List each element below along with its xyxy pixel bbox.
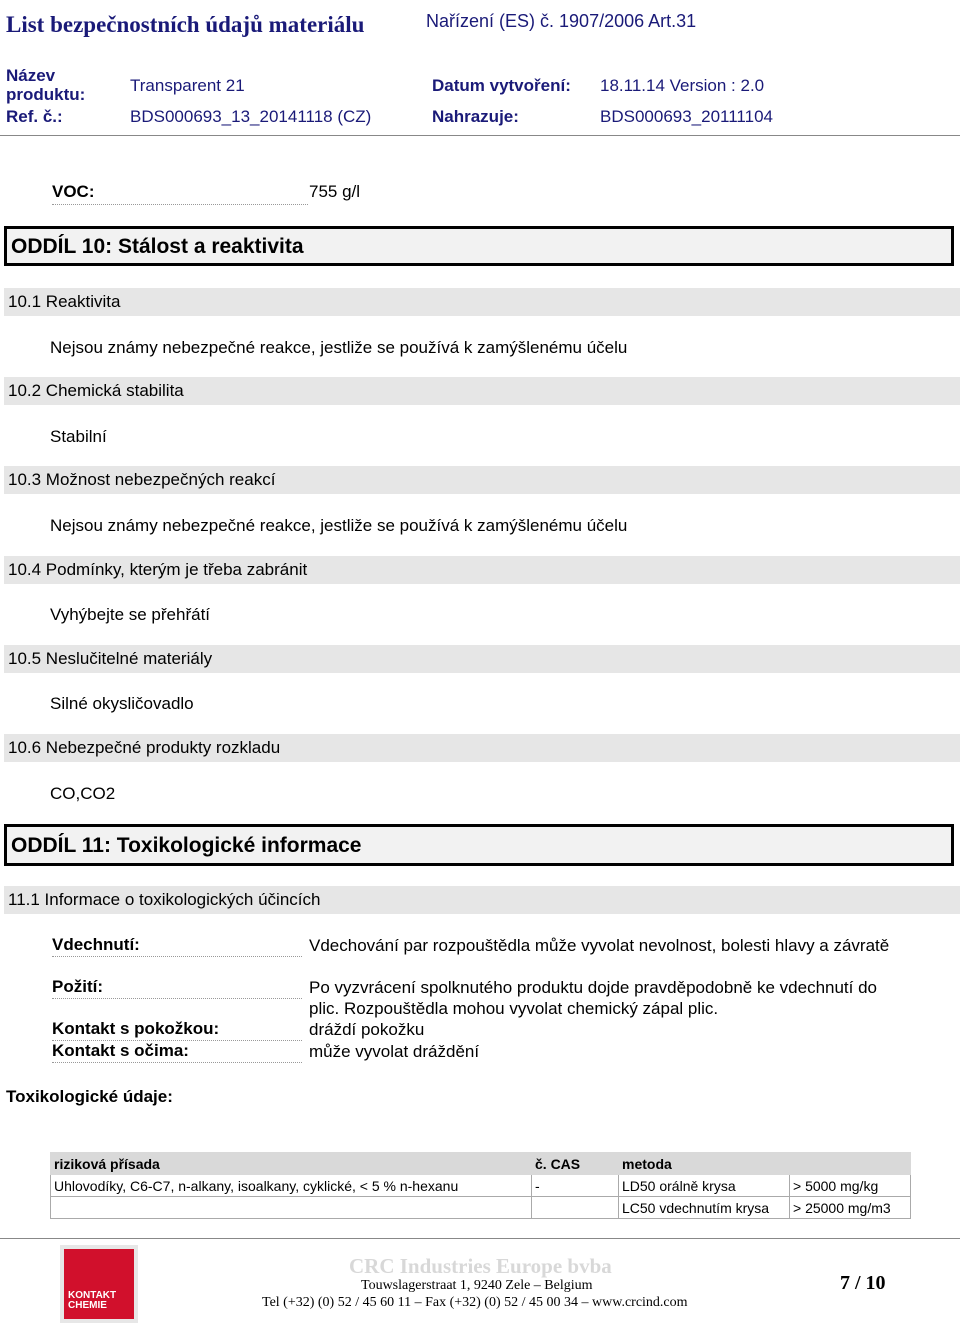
table-cell <box>51 1197 532 1219</box>
product-name-label: Název produktu: <box>6 66 86 104</box>
company-contact: Tel (+32) (0) 52 / 45 60 11 – Fax (+32) (0) 52 / 45 00 34 – www.crcind.com <box>262 1295 688 1310</box>
route-label: Kontakt s očima: <box>52 1041 302 1063</box>
subsection-text: CO,CO2 <box>50 784 116 803</box>
table-header-cell <box>790 1153 911 1175</box>
tox-table-wrapper <box>50 1152 911 1219</box>
replaces-value: BDS000693_20111104 <box>600 107 773 126</box>
logo-text: KONTAKT CHEMIE <box>68 1290 117 1311</box>
table-cell: > 5000 mg/kg <box>790 1175 911 1197</box>
subsection-heading: 10.4 Podmínky, kterým je třeba zabránit <box>4 556 960 584</box>
replaces-label: Nahrazuje: <box>432 107 519 126</box>
subsection-text: Stabilní <box>50 427 107 446</box>
subsection-heading: 10.6 Nebezpečné produkty rozkladu <box>4 734 960 762</box>
subsection-text: Silné okysličovadlo <box>50 694 194 713</box>
table-header-cell: č. CAS <box>532 1153 619 1175</box>
subsection-text: Nejsou známy nebezpečné reakce, jestliže se používá k zamýšlenému účelu <box>50 516 628 535</box>
ref-label: Ref. č.: <box>6 107 63 126</box>
section-11-title: ODDÍL 11: Toxikologické informace <box>4 824 954 866</box>
page-number: 7 / 10 <box>840 1272 886 1294</box>
route-value: Vdechování par rozpouštědla může vyvolat nevolnost, bolesti hlavy a závratě <box>309 936 890 955</box>
subsection-heading: 10.2 Chemická stabilita <box>4 377 960 405</box>
kontakt-chemie-logo <box>60 1245 138 1323</box>
table-cell: Uhlovodíky, C6-C7, n-alkany, isoalkany, cyklické, < 5 % n-hexanu <box>51 1175 532 1197</box>
created-date-label: Datum vytvoření: <box>432 76 571 95</box>
created-date-value: 18.11.14 Version : 2.0 <box>600 76 765 95</box>
table-cell: LD50 orálně krysa <box>619 1175 790 1197</box>
subsection-heading: 10.1 Reaktivita <box>4 288 960 316</box>
table-header-row <box>51 1153 911 1175</box>
route-label: Požití: <box>52 977 302 999</box>
table-row <box>51 1197 911 1219</box>
product-name-value: Transparent 21 <box>130 76 245 95</box>
table-header-cell: riziková přísada <box>51 1153 532 1175</box>
company-name: CRC Industries Europe bvba <box>349 1254 612 1278</box>
subsection-text: Nejsou známy nebezpečné reakce, jestliže se používá k zamýšlenému účelu <box>50 338 628 357</box>
table-cell: LC50 vdechnutím krysa <box>619 1197 790 1219</box>
route-value: Po vyzvrácení spolknutého produktu dojde pravděpodobně ke vdechnutí do plic. Rozpouštědla mohou vyvolat chemický zápal plic. <box>309 978 878 1018</box>
route-label: Vdechnutí: <box>52 935 302 957</box>
route-value: dráždí pokožku <box>309 1020 425 1039</box>
ref-value: BDS000693_13_20141118 (CZ) <box>130 107 372 126</box>
voc-value: 755 g/l <box>309 182 361 201</box>
company-address: Touwslagerstraat 1, 9240 Zele – Belgium <box>361 1278 593 1293</box>
table-row <box>51 1175 911 1197</box>
table-cell: > 25000 mg/m3 <box>790 1197 911 1219</box>
section-10-title: ODDÍL 10: Stálost a reaktivita <box>4 226 954 266</box>
voc-label: VOC: <box>52 182 308 205</box>
table-cell <box>532 1197 619 1219</box>
table-header-cell: metoda <box>619 1153 790 1175</box>
tox-data-label: Toxikologické údaje: <box>6 1087 173 1106</box>
table-cell: - <box>532 1175 619 1197</box>
document-title: List bezpečnostních údajů materiálu <box>6 12 365 37</box>
subsection-text: Vyhýbejte se přehřátí <box>50 605 211 624</box>
route-value: může vyvolat dráždění <box>309 1042 480 1061</box>
subsection-heading: 11.1 Informace o toxikologických účincích <box>4 886 960 914</box>
subsection-heading: 10.3 Možnost nebezpečných reakcí <box>4 466 960 494</box>
route-label: Kontakt s pokožkou: <box>52 1019 302 1041</box>
header-divider <box>0 135 960 136</box>
tox-table <box>50 1152 911 1219</box>
subsection-heading: 10.5 Neslučitelné materiály <box>4 645 960 673</box>
regulation-reference: Nařízení (ES) č. 1907/2006 Art.31 <box>426 11 697 31</box>
